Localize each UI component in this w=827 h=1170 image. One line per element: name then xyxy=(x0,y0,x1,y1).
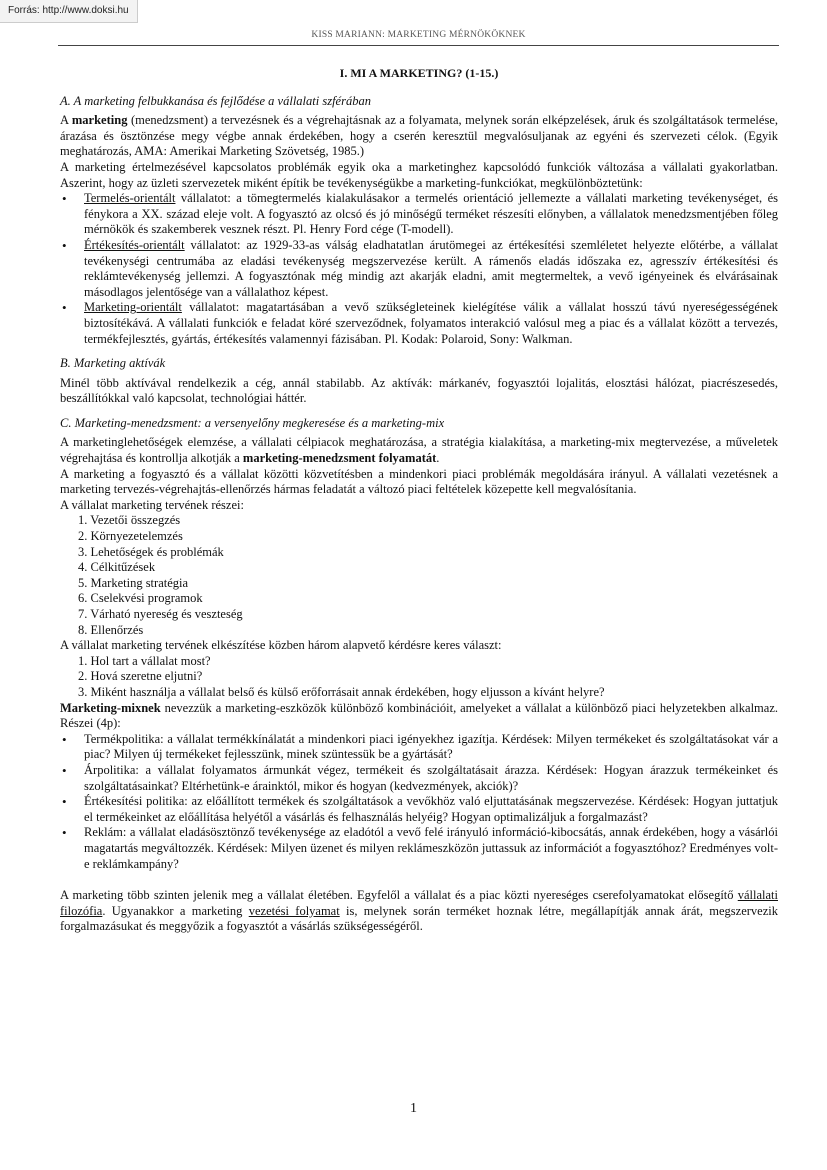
section-c-paragraph-2: A marketing a fogyasztó és a vállalat közötti közvetítésben a mindenkori piaci problémák megoldására irányul. A vállalati vezetésnek a marketing tervezés-végrehajtás-ellenőrzés hármas feladatát a változó piaci feltételek közepette kell megvalósítania. xyxy=(60,466,778,497)
source-label: Forrás: http://www.doksi.hu xyxy=(0,0,138,23)
section-b-paragraph: Minél több aktívával rendelkezik a cég, annál stabilabb. Az aktívák: márkanév, fogyasztói lojalitás, elosztási hálózat, piacrészesedés, beszállítókkal való kapcsolat, technológiai háttér. xyxy=(60,375,778,406)
list-item: 3. Miként használja a vállalat belső és külső erőforrásait annak érdekében, hogy eljusson a kívánt helyre? xyxy=(78,684,605,699)
list-item: • Marketing-orientált vállalatot: magatartásában a vevő szükségleteinek kielégítése válik a vállalat hosszú távú nyereségességének biztosítékává. A vállalati funkciók e feladat köré szerveződnek, folyamatos interakció valósul meg a piac és a vállalat között a tervezés, termékfejlesztés, gyártás, értékesítés valamennyi fázisában. Pl. Kodak: Polaroid, Sony: Walkman. xyxy=(84,300,778,347)
list-item: • Termelés-orientált vállalatot: a tömegtermelés kialakulásakor a termelés orientáció jellemezte a vállalati marketing tevékenységet, és fénykora a XX. század eleje volt. A fogyasztó az olcsó és jó minőségű terméket részesíti előnyben, a vállalatok menedzsmentjében főleg mérnökök és szakemberek vesznek részt. Pl. Henry Ford cége (T-modell). xyxy=(84,191,778,238)
list-item: • Értékesítés-orientált vállalatot: az 1929-33-as válság eladhatatlan árutömegei az értékesítési szemléletet helyezte előtérbe, a vállalat tevékenységi centrumába az eladási tevékenység megszervezése került. A rámenős eladás időszaka ez, agresszív értékesítési és reklámtevékenység jellemzi. A fogyasztónak még mindig azt akarják eladni, amit megtermeltek, a vevő igényeinek és elvárásainak másodlagos jelentősége van a vállalathoz képest. xyxy=(84,238,778,300)
list-item: • Árpolitika: a vállalat folyamatos ármunkát végez, termékeit és szolgáltatásait árazza. Kérdések: Hogyan árazzuk termékeinket és szolgáltatásainkat? Eltérhetünk-e árainktól, mikor és hogyan (kedvezmények, akciók)? xyxy=(84,763,778,794)
marketing-mix-paragraph: Marketing-mixnek nevezzük a marketing-eszközök különböző kombinációit, amelyeket a vállalat a különböző piaci helyzetekben alkalmaz. Részei (4p): xyxy=(60,700,778,731)
list-item: 4. Célkitűzések xyxy=(78,560,156,575)
plan-intro: A vállalat marketing tervének részei: xyxy=(60,497,244,512)
questions-intro: A vállalat marketing tervének elkészítése közben három alapvető kérdésre keres választ: xyxy=(60,638,502,653)
running-header: KISS MARIANN: MARKETING MÉRNÖKÖKNEK xyxy=(58,30,779,46)
page-number: 1 xyxy=(410,1101,417,1116)
section-b-title: B. Marketing aktívák xyxy=(60,356,166,371)
list-item: 7. Várható nyereség és veszteség xyxy=(78,607,243,621)
list-item: 5. Marketing stratégia xyxy=(78,575,189,590)
list-item: • Termékpolitika: a vállalat termékkínálatát a mindenkori piaci igényekhez igazítja. Kérdések: Milyen termékeket és szolgáltatásokat vár a piac? Milyen új termékeket fejlesszünk, minek szüntessük be a gyártását? xyxy=(84,732,778,763)
plan-parts-list xyxy=(60,513,778,638)
section-c-title: C. Marketing-menedzsment: a versenyelőny megkeresése és a marketing-mix xyxy=(60,415,445,430)
section-a-paragraph-1: A marketing (menedzsment) a tervezésnek és a végrehajtásnak az a folyamata, melynek során elképzelések, áruk és szolgáltatások termelése, árazása és ösztönzése megy végbe annak érdekében, hogy a cserén keresztül megvalósuljanak az egyéni és szervezeti célok. (Egyik meghatározás, AMA: Amerikai Marketing Szövetség, 1985.) xyxy=(60,113,778,159)
closing-paragraph: A marketing több szinten jelenik meg a vállalat életében. Egyfelől a vállalat és a piac közti nyereséges cserefolyamatokat elősegítő vállalati filozófia. Ugyanakkor a marketing vezetési folyamat is, melynek során terméket hoznak létre, megállapítják annak árát, megszervezik forgalmazásukat és meggyőzik a fogyasztót a vásárlás szükségességéről. xyxy=(60,888,778,934)
chapter-title: I. MI A MARKETING? (1-15.) xyxy=(339,66,499,80)
page-content xyxy=(60,62,778,935)
section-c-paragraph-1: A marketinglehetőségek elemzése, a vállalati célpiacok meghatározása, a stratégia kialakítása, a marketing-mix megtervezése, a műveletek végrehajtása és kontrollja alkotják a marketing-menedzsment folyamatát. xyxy=(60,435,778,466)
list-item: • Értékesítési politika: az előállított termékek és szolgáltatások a vevőkhöz való eljuttatásának megszervezése. Kérdések: Hogyan juttatjuk el termékeinket az előállítása helyétől a vásárlás és felhasználás helyéig? Hogyan optimalizáljuk a forgalmazást? xyxy=(84,794,778,825)
term-marketing: marketing xyxy=(71,113,128,128)
questions-list xyxy=(60,654,778,701)
list-item: 1. Hol tart a vállalat most? xyxy=(78,653,211,668)
list-item: • Reklám: a vállalat eladásösztönző tevékenysége az eladótól a vevő felé irányuló információ-kibocsátás, annak érdekében, hogy a vásárlói magatartás megváltozzék. Kérdések: Milyen üzenet és milyen reklámeszközön juttassuk az információt a fogyasztóhoz? Eredményes volt-e reklámkampány? xyxy=(84,825,778,872)
list-item: 2. Környezetelemzés xyxy=(78,529,183,544)
list-item: 3. Lehetőségek és problémák xyxy=(78,544,224,559)
list-item: 1. Vezetői összegzés xyxy=(78,513,181,528)
list-item: 2. Hová szeretne eljutni? xyxy=(78,669,203,684)
section-a-title: A. A marketing felbukkanása és fejlődése a vállalati szférában xyxy=(60,93,371,108)
list-item: 8. Ellenőrzés xyxy=(78,622,144,637)
list-item: 6. Cselekvési programok xyxy=(78,591,203,606)
section-a-paragraph-2: A marketing értelmezésével kapcsolatos problémák egyik oka a marketinghez kapcsolódó funkciók változása a vállalati gyakorlatban. Aszerint, hogy az üzleti szervezetek miként építik be tevékenységükbe a marketing-funkciókat, megkülönböztetünk: xyxy=(60,159,778,190)
marketing-mix-list xyxy=(60,732,778,872)
orientation-list xyxy=(60,191,778,347)
